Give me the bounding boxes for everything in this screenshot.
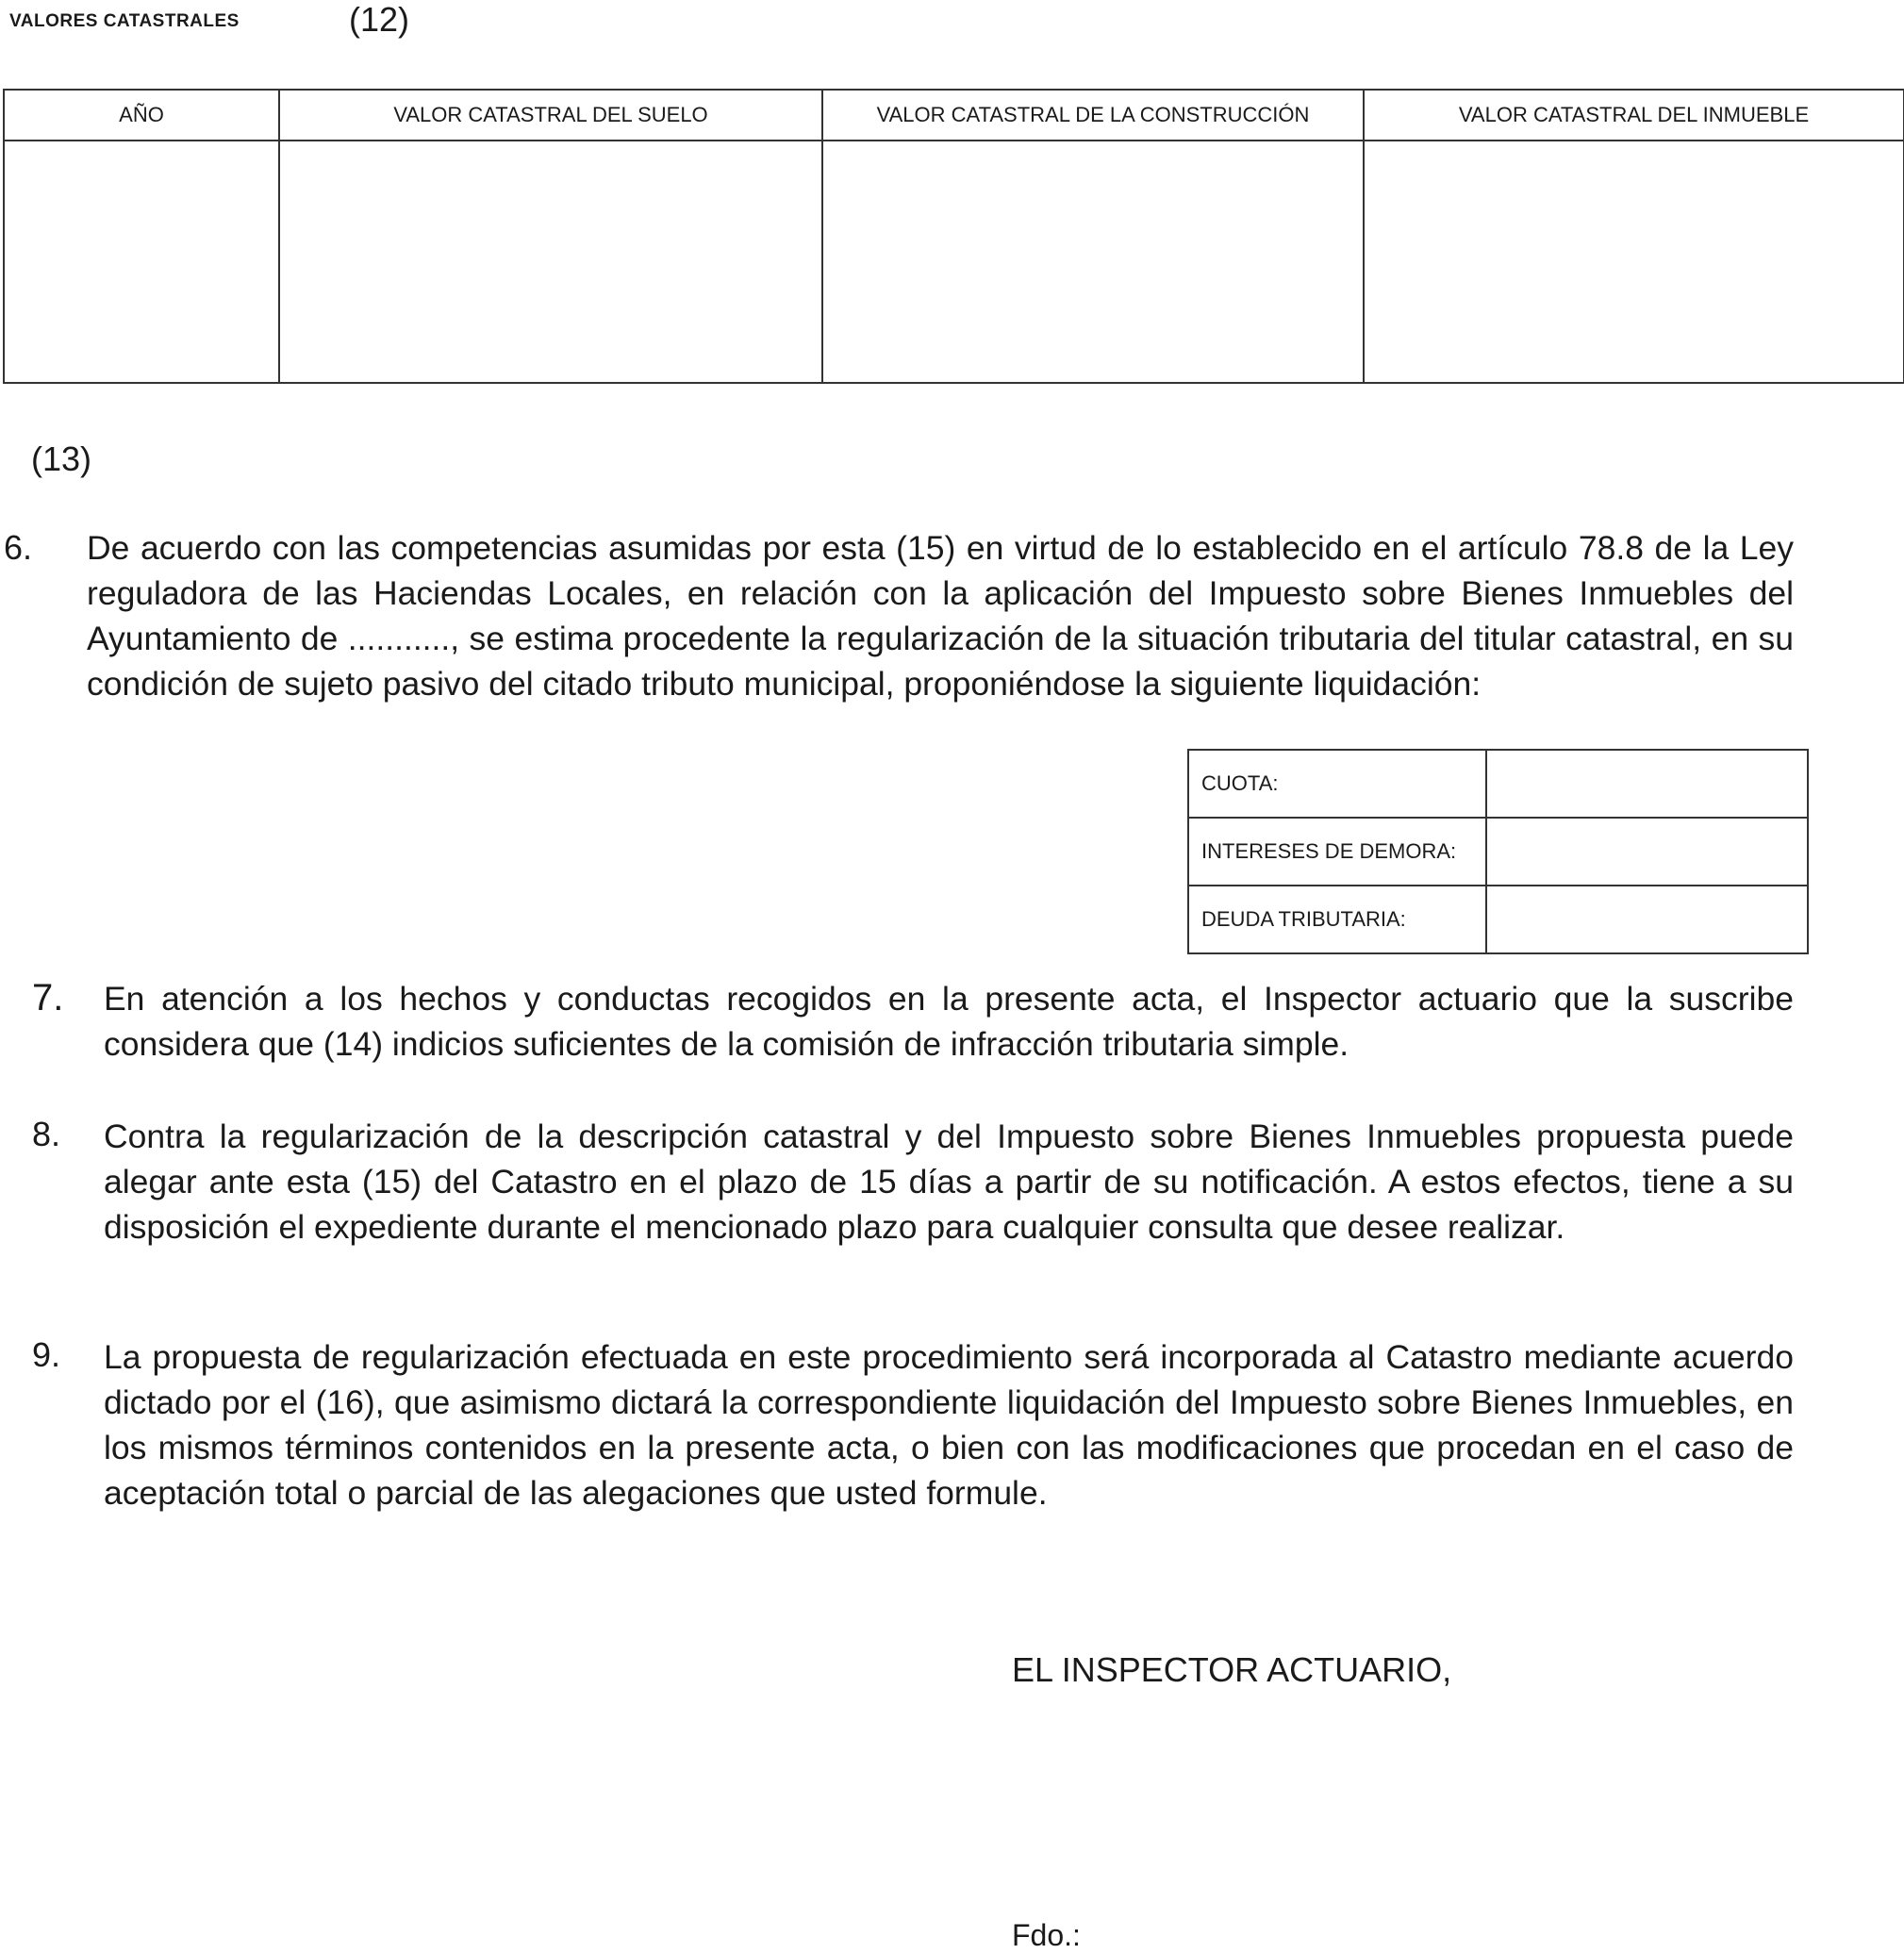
liquidation-label: DEUDA TRIBUTARIA:	[1188, 886, 1486, 953]
table-header-row	[4, 90, 1904, 141]
table-row	[1188, 818, 1808, 886]
col-header-year: AÑO	[4, 90, 279, 141]
catastral-values-table	[3, 89, 1904, 384]
item-number: 7.	[32, 977, 64, 1018]
liquidation-label: INTERESES DE DEMORA:	[1188, 818, 1486, 886]
note-ref: (13)	[31, 439, 92, 478]
item-number: 6.	[4, 528, 33, 567]
cell-land-value[interactable]	[279, 141, 822, 383]
table-row	[1188, 886, 1808, 953]
item-text: La propuesta de regularización efectuada en este procedimiento será incorporada al Catastro mediante acuerdo dictado por el (16), que asimismo dictará la correspondiente liquidación del Impuesto sobre Bienes Inmuebles, en los mismos términos contenidos en la presente acta, o bien con las modificaciones que procedan en el caso de aceptación total o parcial de las alegaciones que usted formule.	[104, 1338, 1794, 1512]
signature-line: Fdo.:	[1012, 1918, 1081, 1952]
cell-construction-value[interactable]	[822, 141, 1364, 383]
table-row	[1188, 750, 1808, 818]
cell-property-value[interactable]	[1364, 141, 1904, 383]
signer-title: EL INSPECTOR ACTUARIO,	[1012, 1650, 1452, 1689]
section-title: VALORES CATASTRALES	[9, 11, 240, 31]
item-number: 8.	[32, 1115, 61, 1153]
item-number: 9.	[32, 1335, 61, 1374]
item-text: En atención a los hechos y conductas recogidos en la presente acta, el Inspector actuario que la suscribe considera que (14) indicios suficientes de la comisión de infracción tributaria simple.	[104, 980, 1794, 1063]
section-title-ref: (12)	[349, 0, 410, 39]
table-row	[4, 141, 1904, 383]
liquidation-value-field[interactable]	[1486, 886, 1808, 953]
col-header-construction-value: VALOR CATASTRAL DE LA CONSTRUCCIÓN	[822, 90, 1364, 141]
col-header-property-value: VALOR CATASTRAL DEL INMUEBLE	[1364, 90, 1904, 141]
liquidation-value-field[interactable]	[1486, 818, 1808, 886]
liquidation-table	[1187, 749, 1809, 954]
liquidation-label: CUOTA:	[1188, 750, 1486, 818]
cell-year[interactable]	[4, 141, 279, 383]
col-header-land-value: VALOR CATASTRAL DEL SUELO	[279, 90, 822, 141]
item-text: De acuerdo con las competencias asumidas por esta (15) en virtud de lo establecido en el artículo 78.8 de la Ley reguladora de las Haciendas Locales, en relación con la aplicación del Impuesto sobre Bienes Inmuebles del Ayuntamiento de ..........., se estima procedente la regularización de la situación tributaria del titular catastral, en su condición de sujeto pasivo del citado tributo municipal, proponiéndose la siguiente liquidación:	[87, 529, 1794, 703]
liquidation-value-field[interactable]	[1486, 750, 1808, 818]
item-text: Contra la regularización de la descripción catastral y del Impuesto sobre Bienes Inmuebles propuesta puede alegar ante esta (15) del Catastro en el plazo de 15 días a partir de su notificación. A estos efectos, tiene a su disposición el expediente durante el mencionado plazo para cualquier consulta que desee realizar.	[104, 1118, 1794, 1246]
